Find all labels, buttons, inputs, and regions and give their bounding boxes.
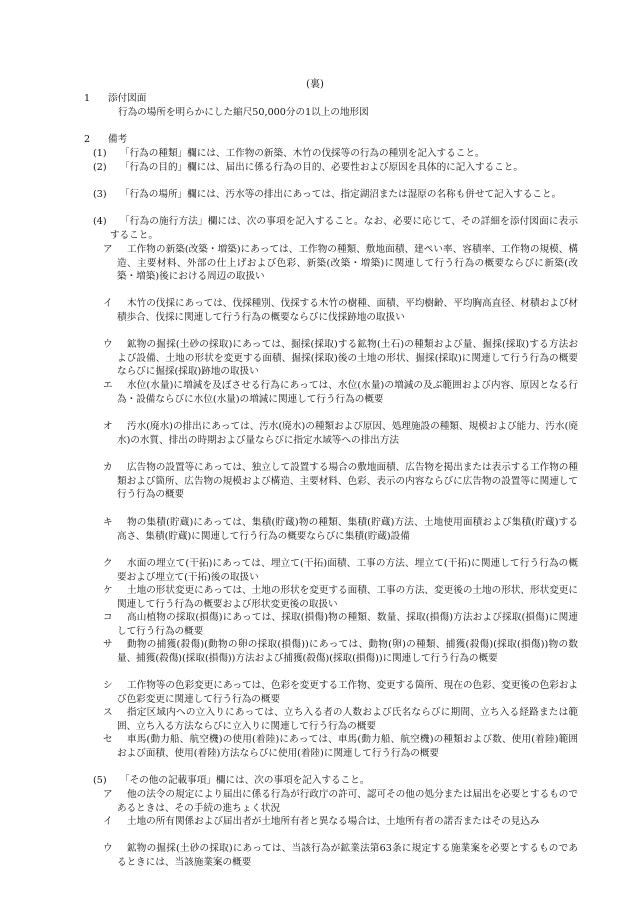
remark-text: 「行為の目的」欄には、届出に係る行為の目的、必要性および原因を具体的に記入すること。 xyxy=(120,162,523,173)
sub-item-text: 指定区域内への立入りにあっては、立ち入る者の人数および氏名ならびに期間、立ち入る経路または範囲、立ち入る方法ならびに立入りに関連して行う行為の概要 xyxy=(117,707,578,732)
sub-item-kana: セ xyxy=(103,734,113,745)
sub-item-kana: イ xyxy=(103,816,113,827)
sub-item-text: 木竹の伐採にあっては、伐採種別、伐採する木竹の樹種、面積、平均樹齢、平均胸高直径、材積および材積歩合、伐採に関連して行う行為の概要ならびに伐採跡地の取扱い xyxy=(117,298,578,323)
sub-item-kana: ケ xyxy=(103,585,113,596)
sub-item-kana: ク xyxy=(103,558,113,569)
section-1-title: 添付図面 xyxy=(108,93,147,104)
sub-item-text: 物の集積(貯蔵)にあっては、集積(貯蔵)物の種類、集積(貯蔵)方法、土地使用面積および集積(貯蔵)する高さ、集積(貯蔵)に関連して行う行為の概要ならびに集積(貯蔵)設備 xyxy=(117,517,578,542)
section-2-number: 2 xyxy=(84,134,91,145)
remark-text: 「行為の場所」欄には、汚水等の排出にあっては、指定湖沼または湿原の名称も併せて記入すること。 xyxy=(120,189,562,200)
sub-item-text: 鉱物の掘採(土砂の採取)にあっては、掘採(採取)する鉱物(土石)の種類および量、掘採(採取)する方法および設備、土地の形状を変更する面積、掘採(採取)後の土地の形状、掘採(採取)に関連して行う行為の概要ならびに掘採(採取)跡地の取扱い xyxy=(117,339,578,378)
remark-text: 「行為の種類」欄には、工作物の新築、木竹の伐採等の行為の種別を記入すること。 xyxy=(120,148,485,159)
sub-item-kana: カ xyxy=(103,462,113,473)
sub-item-kana: シ xyxy=(103,680,113,691)
sub-item-text: 工作物の新築(改築・増築)にあっては、工作物の種類、敷地面積、建ぺい率、容積率、工作物の規模、構造、主要材料、外部の仕上げおよび色彩、新築(改築・増築)に関連して行う行為の概要ならびに新築(改築・増築)後における周辺の取扱い xyxy=(117,244,578,283)
remark-number: (2) xyxy=(93,162,107,173)
sub-item-text: 汚水(廃水)の排出にあっては、汚水(廃水)の種類および原因、処理施設の種類、規模および能力、汚水(廃水)の水質、排出の時期および量ならびに指定水域等への排出方法 xyxy=(117,421,578,446)
sub-item-text: 水位(水量)に増減を及ぼさせる行為にあっては、水位(水量)の増減の及ぶ範囲および内容、原因となる行為・設備ならびに水位(水量)の増減に関連して行う行為の概要 xyxy=(117,380,578,405)
sub-item-text: 他の法令の規定により届出に係る行為が行政庁の許可、認可その他の処分または届出を必要とするものであるときは、その手続の進ちょく状況 xyxy=(117,789,578,814)
sub-item-kana: イ xyxy=(103,298,113,309)
sub-item-text: 土地の所有関係および届出者が土地所有者と異なる場合は、土地所有者の諾否またはその見込み xyxy=(127,816,540,827)
sub-item-kana: コ xyxy=(103,612,113,623)
sub-item-kana: ア xyxy=(103,789,113,800)
sub-item-text: 車馬(動力船、航空機)の使用(着陸)にあっては、車馬(動力船、航空機)の種類および数、使用(着陸)範囲および面積、使用(着陸)方法ならびに使用(着陸)に関連して行う行為の概要 xyxy=(117,734,578,759)
sub-item-text: 鉱物の掘採(土砂の採取)にあっては、当該行為が鉱業法第63条に規定する施業案を必要とするものであるときには、当該施業案の概要 xyxy=(117,843,578,868)
sub-item-text: 高山植物の採取(損傷)にあっては、採取(損傷)物の種類、数量、採取(損傷)方法および採取(損傷)に関連して行う行為の概要 xyxy=(117,612,578,637)
section-1-body: 行為の場所を明らかにした縮尺50,000分の1以上の地形図 xyxy=(118,107,369,118)
remark-text: 「行為の施行方法」欄には、次の事項を記入すること。なお、必要に応じて、その詳細を添付図面に表示すること。 xyxy=(110,216,578,241)
remark-text: 「その他の記載事項」欄には、次の事項を記入すること。 xyxy=(120,775,370,786)
sub-item-kana: ア xyxy=(103,244,113,255)
remark-number: (4) xyxy=(93,216,107,227)
sub-item-text: 動物の捕獲(殺傷)(動物の卵の採取(損傷))にあっては、動物(卵)の種類、捕獲(殺傷)(採取(損傷))物の数量、捕獲(殺傷)(採取(損傷))方法および捕獲(殺傷)(採取(損傷))に関連して行う行為の概要 xyxy=(117,639,578,664)
sub-item-kana: オ xyxy=(103,421,113,432)
remark-number: (5) xyxy=(93,775,107,786)
sub-item-text: 水面の埋立て(干拓)にあっては、埋立て(干拓)面積、工事の方法、埋立て(干拓)に関連して行う行為の概要および埋立て(干拓)後の取扱い xyxy=(117,558,578,583)
sub-item-text: 広告物の設置等にあっては、独立して設置する場合の敷地面積、広告物を掲出または表示する工作物の種類および箇所、広告物の規模および構造、主要材料、色彩、表示の内容ならびに広告物の設置等に関連して行う行為の概要 xyxy=(117,462,578,501)
sub-item-kana: エ xyxy=(103,380,113,391)
sub-item-kana: キ xyxy=(103,517,113,528)
remark-number: (3) xyxy=(93,189,107,200)
sub-item-kana: ウ xyxy=(103,339,113,350)
remark-number: (1) xyxy=(93,148,107,159)
sub-item-text: 土地の形状変更にあっては、土地の形状を変更する面積、工事の方法、変更後の土地の形状、形状変更に関連して行う行為の概要および形状変更後の取扱い xyxy=(117,585,578,610)
sub-item-kana: ウ xyxy=(103,843,113,854)
sub-item-kana: サ xyxy=(103,639,113,650)
section-1-number: 1 xyxy=(84,93,91,104)
page-heading: (裏) xyxy=(306,79,324,90)
section-2-title: 備考 xyxy=(108,134,128,145)
sub-item-text: 工作物等の色彩変更にあっては、色彩を変更する工作物、変更する箇所、現在の色彩、変更後の色彩および色彩変更に関連して行う行為の概要 xyxy=(117,680,578,705)
sub-item-kana: ス xyxy=(103,707,113,718)
